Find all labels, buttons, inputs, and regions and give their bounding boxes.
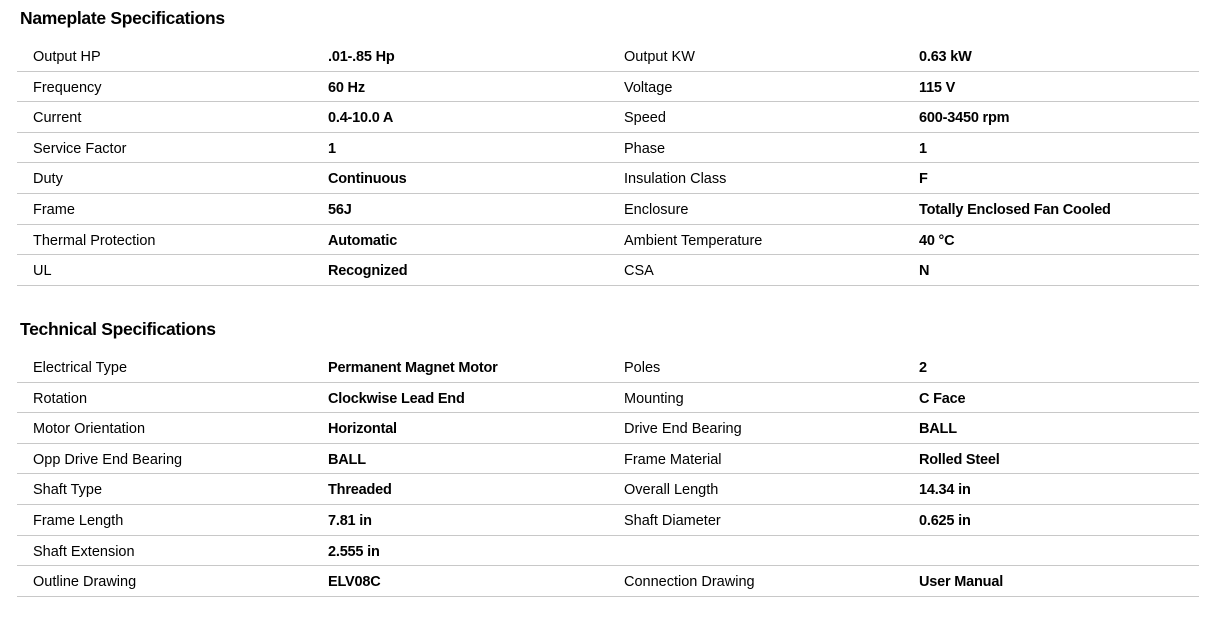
spec-value: Threaded <box>328 482 392 499</box>
spec-label: Overall Length <box>624 482 719 499</box>
spec-label: Current <box>33 110 82 127</box>
spec-value: 0.63 kW <box>919 49 972 65</box>
spec-value: Recognized <box>328 263 408 280</box>
spec-label: Frame <box>33 201 75 218</box>
table-row <box>17 133 1199 164</box>
spec-label: Mounting <box>624 390 684 407</box>
spec-label: Enclosure <box>624 201 689 218</box>
spec-value: Totally Enclosed Fan Cooled <box>919 201 1111 218</box>
spec-value: Continuous <box>328 171 407 188</box>
table-row <box>17 225 1199 256</box>
spec-value: C Face <box>919 390 966 407</box>
spec-value: 1 <box>328 140 336 157</box>
spec-value: Rolled Steel <box>919 451 1000 468</box>
spec-label: Output HP <box>33 49 101 65</box>
table-row <box>17 72 1199 103</box>
spec-value: 7.81 in <box>328 512 372 529</box>
table-row <box>17 41 1199 72</box>
spec-label: Insulation Class <box>624 171 727 188</box>
table-row <box>17 566 1199 597</box>
spec-label: Frequency <box>33 79 102 96</box>
spec-label: Thermal Protection <box>33 232 156 249</box>
spec-value: 0.625 in <box>919 512 971 529</box>
spec-value: BALL <box>919 421 957 438</box>
spec-label: Frame Length <box>33 512 124 529</box>
spec-value: 1 <box>919 140 927 157</box>
spec-label: Connection Drawing <box>624 574 755 591</box>
spec-value: 115 V <box>919 79 956 96</box>
spec-value: 2.555 in <box>328 543 380 560</box>
spec-label: Ambient Temperature <box>624 232 763 249</box>
spec-value: Clockwise Lead End <box>328 390 465 407</box>
spec-label: Poles <box>624 360 661 376</box>
spec-label: Shaft Extension <box>33 543 135 560</box>
table-row <box>17 505 1199 536</box>
table-row <box>17 102 1199 133</box>
spec-label: UL <box>33 263 52 280</box>
table-row <box>17 255 1199 286</box>
spec-value: 56J <box>328 201 352 218</box>
spec-label: Rotation <box>33 390 88 407</box>
spec-value: N <box>919 263 930 280</box>
spec-label: Drive End Bearing <box>624 421 742 438</box>
table-row <box>17 413 1199 444</box>
spec-value: ELV08C <box>328 574 381 591</box>
spec-value: 0.4-10.0 A <box>328 110 394 127</box>
spec-label: Speed <box>624 110 666 127</box>
spec-label: Phase <box>624 140 666 157</box>
table-row <box>17 474 1199 505</box>
spec-label: Opp Drive End Bearing <box>33 451 183 468</box>
table-row <box>17 536 1199 567</box>
spec-value: 14.34 in <box>919 482 971 499</box>
spec-value: BALL <box>328 451 366 468</box>
spec-label: Service Factor <box>33 140 127 157</box>
table-row <box>17 163 1199 194</box>
table-row <box>17 352 1199 383</box>
spec-value: 40 °C <box>919 232 955 249</box>
spec-label: Frame Material <box>624 451 722 468</box>
spec-value: .01-.85 Hp <box>328 49 395 65</box>
table-row <box>17 444 1199 475</box>
spec-value: Automatic <box>328 232 398 249</box>
spec-label: Outline Drawing <box>33 574 137 591</box>
spec-value: 600-3450 rpm <box>919 110 1010 127</box>
spec-label: Duty <box>33 171 63 188</box>
technical-specifications-table <box>17 352 1199 597</box>
spec-value: 2 <box>919 360 927 376</box>
spec-label: CSA <box>624 263 654 280</box>
spec-label: Electrical Type <box>33 360 128 376</box>
table-row <box>17 194 1199 225</box>
spec-value: Permanent Magnet Motor <box>328 360 498 376</box>
spec-value: 60 Hz <box>328 79 365 96</box>
nameplate-specifications-table <box>17 41 1199 286</box>
nameplate-specifications-title: Nameplate Specifications <box>20 8 225 28</box>
spec-label: Shaft Type <box>33 482 103 499</box>
spec-label: Output KW <box>624 49 695 65</box>
table-row <box>17 383 1199 414</box>
spec-label: Motor Orientation <box>33 421 146 438</box>
spec-label: Voltage <box>624 79 673 96</box>
spec-value: Horizontal <box>328 421 397 438</box>
spec-value: User Manual <box>919 574 1004 591</box>
spec-label: Shaft Diameter <box>624 512 721 529</box>
spec-value: F <box>919 171 928 188</box>
technical-specifications-title: Technical Specifications <box>20 319 216 339</box>
